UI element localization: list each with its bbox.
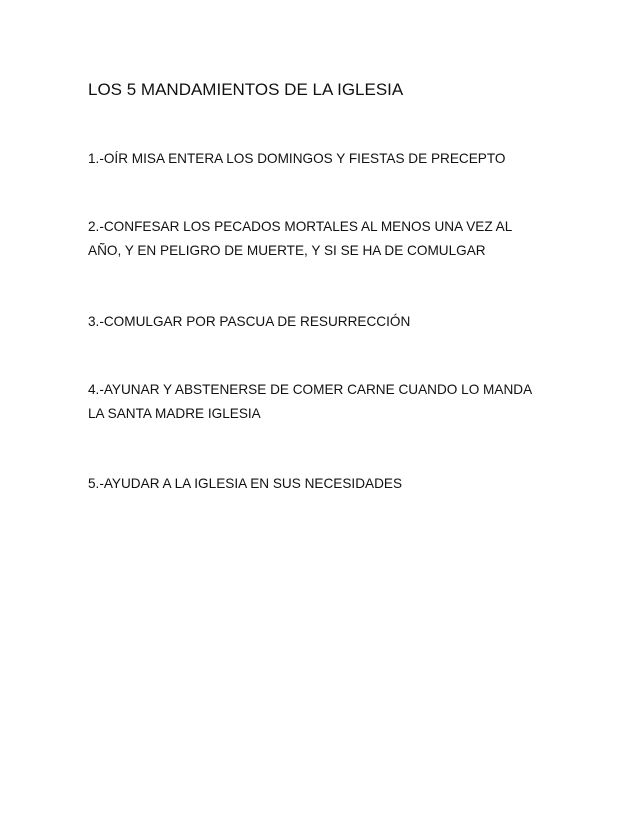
commandment-3: [88, 310, 558, 334]
commandment-4-line-1: 4.-AYUNAR Y ABSTENERSE DE COMER CARNE CUANDO LO MANDA: [88, 382, 533, 397]
commandment-5-line-1: 5.-AYUDAR A LA IGLESIA EN SUS NECESIDADES: [88, 476, 403, 491]
commandment-2-line-2: AÑO, Y EN PELIGRO DE MUERTE, Y SI SE HA DE COMULGAR: [88, 243, 486, 258]
document-title: LOS 5 MANDAMIENTOS DE LA IGLESIA: [88, 80, 404, 99]
commandment-2: [88, 215, 558, 263]
commandment-4-line-2: LA SANTA MADRE IGLESIA: [88, 406, 261, 421]
commandment-5: [88, 472, 558, 496]
commandment-1-line-1: 1.-OÍR MISA ENTERA LOS DOMINGOS Y FIESTAS DE PRECEPTO: [88, 151, 506, 166]
commandment-2-line-1: 2.-CONFESAR LOS PECADOS MORTALES AL MENOS UNA VEZ AL: [88, 219, 513, 234]
commandment-4: [88, 378, 558, 426]
commandment-3-line-1: 3.-COMULGAR POR PASCUA DE RESURRECCIÓN: [88, 314, 411, 329]
commandment-1: [88, 147, 558, 171]
